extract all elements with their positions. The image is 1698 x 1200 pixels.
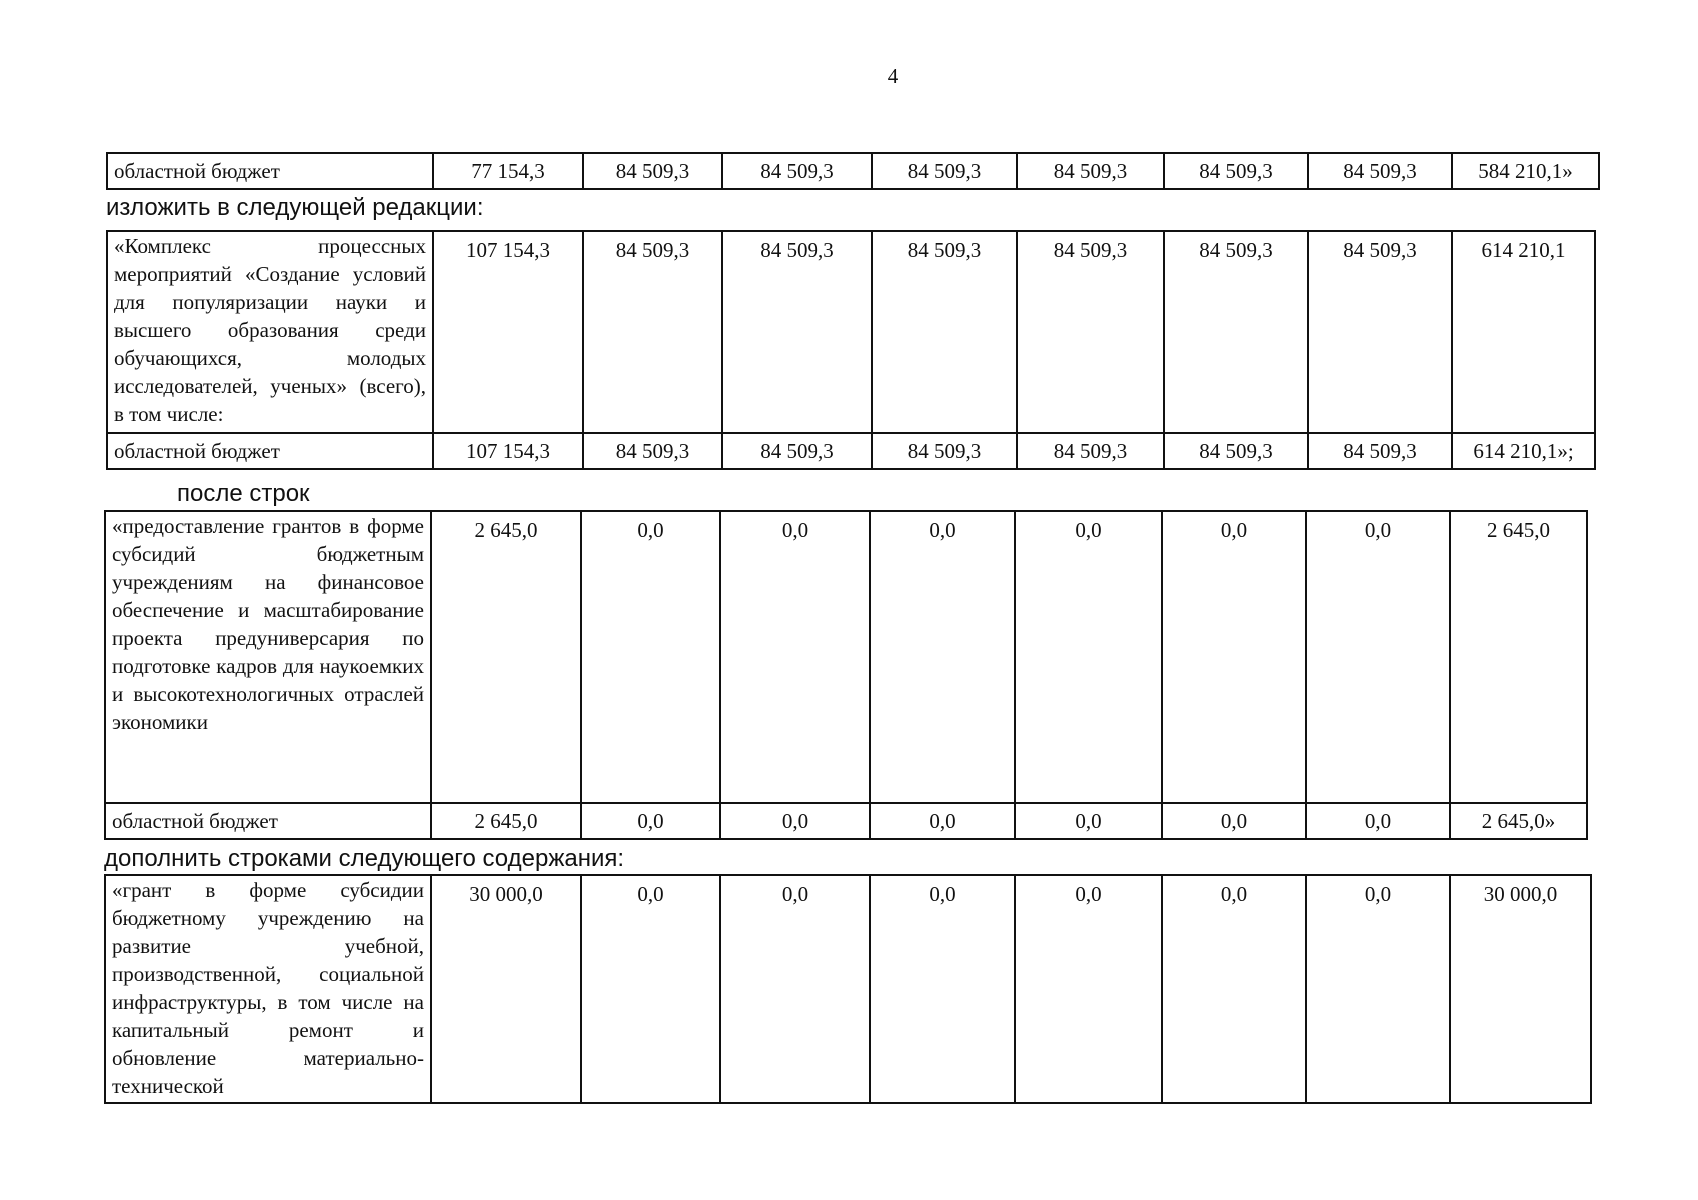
- value-cell: 84 509,3: [1308, 153, 1452, 189]
- value-cell: 84 509,3: [1017, 433, 1164, 469]
- value-cell: 2 645,0»: [1450, 803, 1587, 839]
- value-cell: 0,0: [720, 875, 870, 1103]
- value-cell: 2 645,0: [1450, 511, 1587, 803]
- value-cell: 2 645,0: [431, 511, 581, 803]
- row-label: областной бюджет: [107, 433, 433, 469]
- row-label: «Комплекс процессных мероприятий «Создание условий для популяризации науки и высшего образования среди обучающихся, молодых исследователей, ученых» (всего), в том числе:: [107, 231, 433, 433]
- value-cell: 0,0: [1162, 875, 1306, 1103]
- budget-table-3: [104, 510, 1588, 840]
- value-cell: 0,0: [1306, 803, 1450, 839]
- value-cell: 84 509,3: [583, 231, 722, 433]
- value-cell: 0,0: [1162, 511, 1306, 803]
- value-cell: 0,0: [1015, 511, 1162, 803]
- value-cell: 584 210,1»: [1452, 153, 1599, 189]
- row-label: областной бюджет: [107, 153, 433, 189]
- page-number: 4: [887, 64, 899, 88]
- row-label: областной бюджет: [105, 803, 431, 839]
- value-cell: 84 509,3: [722, 153, 872, 189]
- instruction-text: после строк: [177, 480, 310, 507]
- value-cell: 84 509,3: [872, 153, 1017, 189]
- value-cell: 0,0: [870, 875, 1015, 1103]
- value-cell: 0,0: [870, 803, 1015, 839]
- value-cell: 84 509,3: [722, 433, 872, 469]
- value-cell: 107 154,3: [433, 231, 583, 433]
- table-row: [107, 433, 1595, 469]
- value-cell: 84 509,3: [1308, 433, 1452, 469]
- value-cell: 84 509,3: [1017, 153, 1164, 189]
- value-cell: 0,0: [581, 875, 720, 1103]
- value-cell: 30 000,0: [1450, 875, 1591, 1103]
- value-cell: 0,0: [720, 803, 870, 839]
- table-row: [107, 153, 1599, 189]
- instruction-text: дополнить строками следующего содержания:: [104, 845, 625, 872]
- value-cell: 107 154,3: [433, 433, 583, 469]
- value-cell: 614 210,1: [1452, 231, 1595, 433]
- value-cell: 0,0: [1015, 875, 1162, 1103]
- value-cell: 84 509,3: [722, 231, 872, 433]
- table-row: [107, 231, 1595, 433]
- table-row: [105, 875, 1591, 1103]
- value-cell: 0,0: [1015, 803, 1162, 839]
- value-cell: 84 509,3: [872, 231, 1017, 433]
- row-label: «предоставление грантов в форме субсидий бюджетным учреждениям на финансовое обеспечение и масштабирование проекта предуниверсария по подготовке кадров для наукоемких и высокотехнологичных отраслей экономики: [105, 511, 431, 803]
- value-cell: 84 509,3: [1017, 231, 1164, 433]
- value-cell: 84 509,3: [1164, 231, 1308, 433]
- value-cell: 0,0: [870, 511, 1015, 803]
- value-cell: 84 509,3: [872, 433, 1017, 469]
- value-cell: 0,0: [581, 511, 720, 803]
- value-cell: 84 509,3: [583, 433, 722, 469]
- row-label: «грант в форме субсидии бюджетному учреждению на развитие учебной, производственной, социальной инфраструктуры, в том числе на капитальный ремонт и обновление материально-технической: [105, 875, 431, 1103]
- budget-table-2: [106, 230, 1596, 470]
- budget-table-1: [106, 152, 1600, 190]
- value-cell: 84 509,3: [583, 153, 722, 189]
- value-cell: 0,0: [1306, 511, 1450, 803]
- instruction-text: изложить в следующей редакции:: [106, 194, 484, 221]
- value-cell: 614 210,1»;: [1452, 433, 1595, 469]
- value-cell: 84 509,3: [1308, 231, 1452, 433]
- value-cell: 84 509,3: [1164, 153, 1308, 189]
- value-cell: 0,0: [720, 511, 870, 803]
- budget-table-4: [104, 874, 1592, 1104]
- table-row: [105, 511, 1587, 803]
- value-cell: 2 645,0: [431, 803, 581, 839]
- value-cell: 0,0: [1162, 803, 1306, 839]
- value-cell: 30 000,0: [431, 875, 581, 1103]
- value-cell: 77 154,3: [433, 153, 583, 189]
- value-cell: 0,0: [581, 803, 720, 839]
- table-row: [105, 803, 1587, 839]
- value-cell: 84 509,3: [1164, 433, 1308, 469]
- value-cell: 0,0: [1306, 875, 1450, 1103]
